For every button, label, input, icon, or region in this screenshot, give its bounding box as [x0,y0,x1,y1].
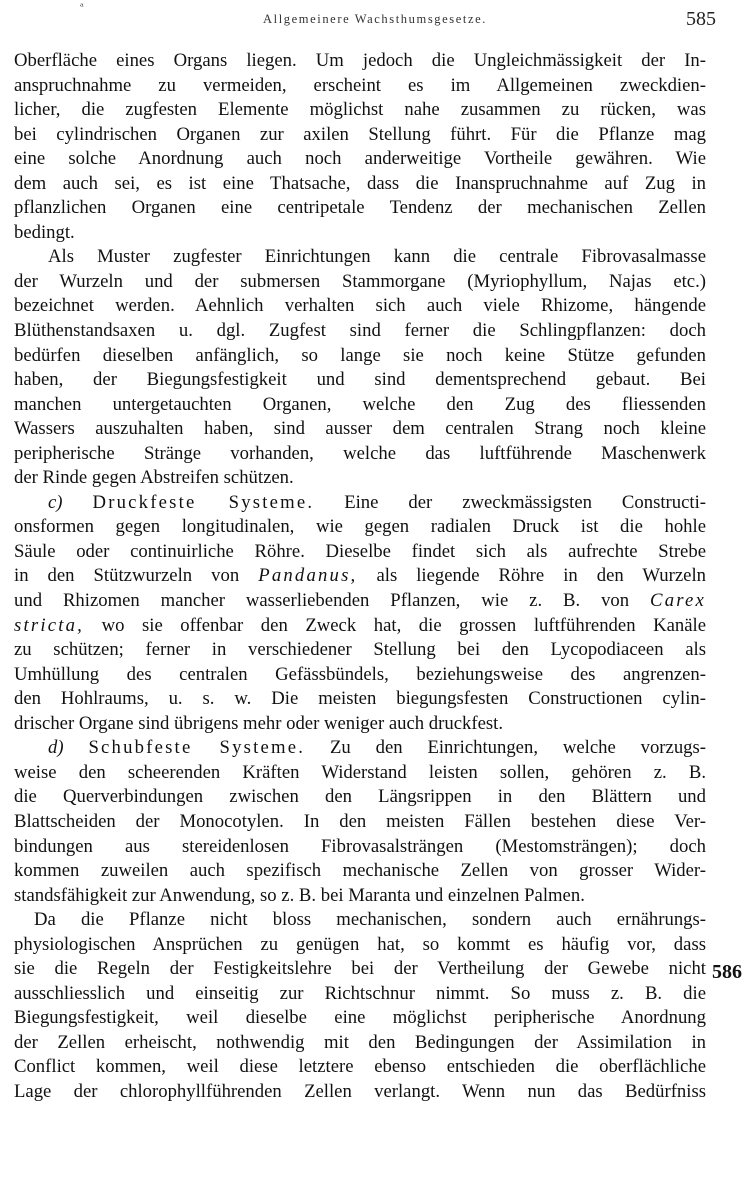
page-number: 585 [686,8,716,30]
text-line: der Wurzeln und der submersen Stammorgane (Myriophyllum, Najas etc.) [14,270,706,292]
text-line: Oberfläche eines Organs liegen. Um jedoch die Ungleichmässigkeit der In- [14,50,706,71]
text-line: zu schützen; ferner in verschiedener Stellung bei den Lycopodiaceen als [14,639,706,661]
text-line: in den Stützwurzeln von Pandanus, als liegende Röhre in den Wurzeln [14,565,706,587]
taxon-name: Carex [650,590,706,612]
text-line: Blüthenstandsaxen u. dgl. Zugfest sind ferner die Schlingpflanzen: doch [14,320,706,342]
text-line: Biegungsfestigkeit, weil dieselbe eine möglichst peripherische Anordnung [14,1007,706,1029]
text-line: und Rhizomen mancher wasserliebenden Pflanzen, wie z. B. von Carex [14,590,706,612]
text-line: den Hohlraums, u. s. w. Die meisten biegungsfesten Constructionen cylin- [14,688,706,710]
text-line: Umhüllung des centralen Gefässbündels, beziehungsweise des angrenzen- [14,663,706,685]
text-line: bindungen aus stereidenlosen Fibrovasalsträngen (Mestomsträngen); doch [14,835,706,857]
section-heading-line: c) Druckfeste Systeme. Eine der zweckmässigsten Constructi- [48,491,706,513]
section-heading: Druckfeste Systeme. [92,491,315,513]
text-line: anspruchnahme zu vermeiden, erscheint es im Allgemeinen zweckdien- [14,74,706,96]
text-line: bedürfen dieselben anfänglich, so lange sie noch keine Stütze gefunden [14,344,706,366]
text-line: bei cylindrischen Organen zur axilen Stellung führt. Für die Pflanze mag [14,123,706,145]
page-header [0,2,750,32]
text-line: stricta, wo sie offenbar den Zweck hat, die grossen luftführenden Kanäle [14,614,706,636]
text-line: Als Muster zugfester Einrichtungen kann die centrale Fibrovasalmasse [48,246,706,268]
text-line: sie die Regeln der Festigkeitslehre bei der Vertheilung der Gewebe nicht [14,958,706,980]
text-line: eine solche Anordnung auch noch anderweitige Vortheile gewähren. Wie [14,148,706,170]
text-line: peripherische Stränge vorhanden, welche das luftführende Maschenwerk [14,442,706,464]
text-line: onsformen gegen longitudinalen, wie gegen radialen Druck ist die hohle [14,516,706,538]
section-label: c) [48,491,63,513]
taxon-name: stricta, [14,614,85,636]
text-line: pflanzlichen Organen eine centripetale Tendenz der mechanischen Zellen [14,197,706,219]
text-line: Säule oder continuirliche Röhre. Dieselbe findet sich als aufrechte Strebe [14,540,706,562]
section-heading-line: d) Schubfeste Systeme. Zu den Einrichtungen, welche vorzugs- [48,737,706,759]
taxon-name: Pandanus, [258,565,358,587]
text-line: bedingt. [14,221,75,243]
text-line: der Rinde gegen Abstreifen schützen. [14,467,294,489]
text-line: der Zellen erheischt, nothwendig mit den Bedingungen der Assimilation in [14,1031,706,1053]
section-heading: Schubfeste Systeme. [88,737,306,759]
text-line: drischer Organe sind übrigens mehr oder weniger auch druckfest. [14,712,503,734]
text-line: physiologischen Ansprüchen zu genügen hat, so kommt es häufig vor, dass [14,933,706,955]
body-text [14,49,706,1105]
text-line: weise den scheerenden Kräften Widerstand leisten sollen, gehören z. B. [14,761,706,783]
text-line: bezeichnet werden. Aehnlich verhalten sich auch viele Rhizome, hängende [14,295,706,317]
text-line: Wassers auszuhalten haben, sind ausser dem centralen Strang noch kleine [14,418,706,440]
text-line: Da die Pflanze nicht bloss mechanischen, sondern auch ernährungs- [34,909,706,931]
text-line: haben, der Biegungsfestigkeit und sind dementsprechend gebaut. Bei [14,369,706,391]
text-line: ausschliesslich und einseitig zur Richtschnur nimmt. So muss z. B. die [14,982,706,1004]
text-line: manchen untergetauchten Organen, welche den Zug des fliessenden [14,393,706,415]
text-line: dem auch sei, es ist eine Thatsache, dass die Inanspruchnahme auf Zug in [14,172,706,194]
header-mark: ᵃ [80,2,84,13]
text-line: die Querverbindungen zwischen den Längsrippen in den Blättern und [14,786,706,808]
running-title: Allgemeinere Wachsthumsgesetze. [263,12,487,26]
text-line: Lage der chlorophyllführenden Zellen verlangt. Wenn nun das Bedürfniss [14,1080,706,1102]
margin-page-number: 586 [712,961,742,983]
text-line: licher, die zugfesten Elemente möglichst nahe zusammen zu rücken, was [14,99,706,121]
text-line: Blattscheiden der Monocotylen. In den meisten Fällen bestehen diese Ver- [14,810,706,832]
section-label: d) [48,737,64,759]
text-line: Conflict kommen, weil diese letztere ebenso entschieden die oberflächliche [14,1056,706,1078]
text-line: standsfähigkeit zur Anwendung, so z. B. bei Maranta und einzelnen Palmen. [14,884,585,906]
text-line: kommen zuweilen auch spezifisch mechanische Zellen von grosser Wider- [14,860,706,882]
